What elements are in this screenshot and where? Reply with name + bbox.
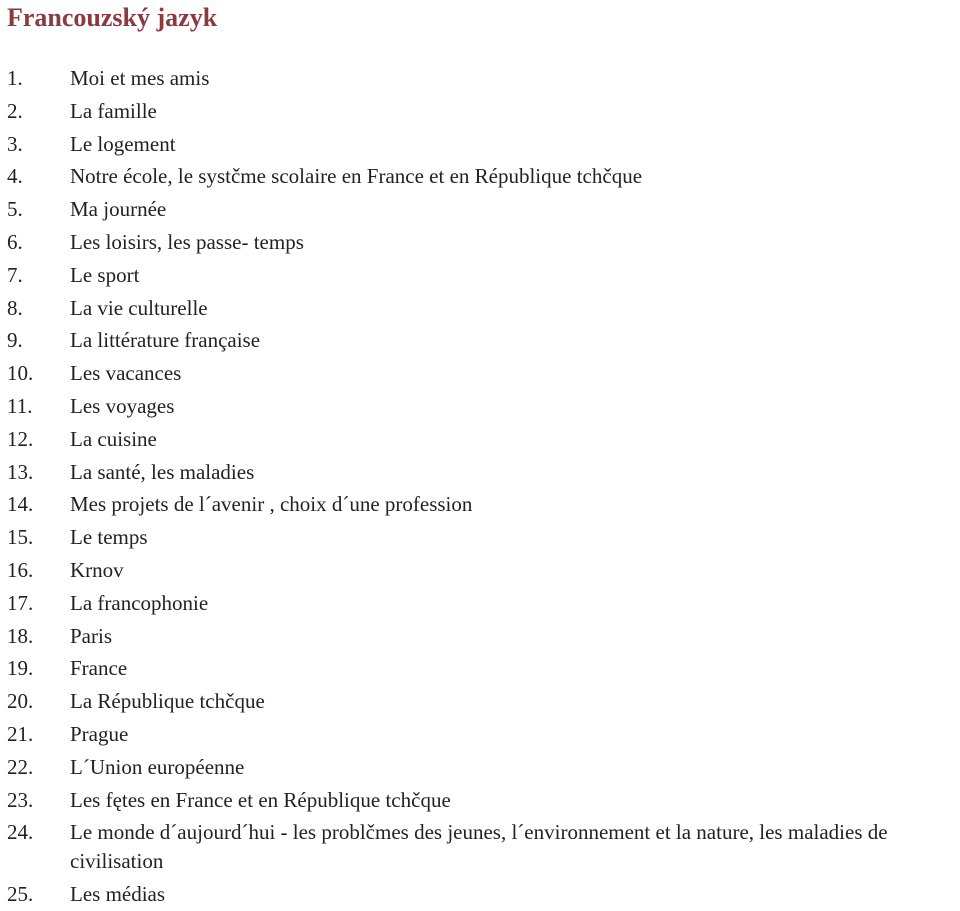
list-item-label: Les loisirs, les passe- temps <box>70 229 304 254</box>
list-item-number: 25. <box>7 882 34 907</box>
list-item-number: 23. <box>7 787 34 812</box>
list-item-label: Moi et mes amis <box>70 66 210 90</box>
list-item-label: Prague <box>70 721 129 746</box>
list-item-number: 10. <box>7 361 34 386</box>
list-item-label: Le sport <box>70 262 140 287</box>
list-item <box>0 554 960 587</box>
list-item <box>0 62 960 95</box>
list-item <box>0 784 960 817</box>
list-item-label: La francophonie <box>70 590 209 615</box>
list-item-number: 5. <box>7 197 23 222</box>
list-item-number: 22. <box>7 754 34 779</box>
list-item <box>0 587 960 620</box>
list-item-label: Krnov <box>70 557 124 582</box>
list-item <box>0 718 960 751</box>
list-item-number: 19. <box>7 656 34 681</box>
list-item-label: Les vacances <box>70 361 182 386</box>
list-item-number: 20. <box>7 689 34 714</box>
list-item <box>0 488 960 521</box>
list-item <box>0 878 960 911</box>
list-item-number: 9. <box>7 328 23 353</box>
list-item-number: 16. <box>7 557 34 582</box>
list-item-number: 15. <box>7 525 34 550</box>
list-item-number: 7. <box>7 262 23 287</box>
list-item-label: La cuisine <box>70 426 157 451</box>
list-item <box>0 521 960 554</box>
document-title: Francouzský jazyk <box>7 3 218 32</box>
list-item <box>0 390 960 423</box>
list-item-number: 8. <box>7 295 23 320</box>
list-item-number: 18. <box>7 623 34 648</box>
list-item <box>0 357 960 390</box>
list-item <box>0 456 960 489</box>
list-item-label: Les médias <box>70 882 166 907</box>
list-item-label: Les fętes en France et en République tchčque <box>70 787 451 812</box>
list-item-label: Ma journée <box>70 197 167 222</box>
list-item <box>0 259 960 292</box>
list-item <box>0 620 960 653</box>
list-item-number: 11. <box>7 393 33 418</box>
list-item-label: Notre école, le systčme scolaire en France et en République tchčque <box>70 164 643 189</box>
list-item-label: Le monde d´aujourd´hui - les problčmes des jeunes, l´environnement et la nature, les maladies de civilisation <box>70 820 888 874</box>
list-item-label: Mes projets de l´avenir , choix d´une profession <box>70 492 473 517</box>
list-item-number: 12. <box>7 426 34 451</box>
list-item-number: 13. <box>7 459 34 484</box>
list-item <box>0 751 960 784</box>
list-item-label: France <box>70 656 128 681</box>
list-item-label: Paris <box>70 623 112 648</box>
list-item-label: La République tchčque <box>70 689 265 714</box>
list-item <box>0 685 960 718</box>
list-item-label: Le temps <box>70 525 148 550</box>
list-item-label: La littérature française <box>70 328 261 353</box>
list-item <box>0 160 960 193</box>
list-item-number: 24. <box>7 820 34 845</box>
list-item <box>0 324 960 357</box>
topic-list <box>0 62 960 911</box>
list-item-label: L´Union européenne <box>70 754 245 779</box>
list-item <box>0 226 960 259</box>
list-item-number: 14. <box>7 492 34 517</box>
list-item-label: La vie culturelle <box>70 295 208 320</box>
list-item <box>0 816 960 878</box>
list-item-label: Les voyages <box>70 393 175 418</box>
list-item-number: 4. <box>7 164 23 189</box>
list-item <box>0 423 960 456</box>
list-item <box>0 95 960 128</box>
list-item-number: 2. <box>7 98 23 123</box>
list-item-number: 6. <box>7 229 23 254</box>
list-item-number: 17. <box>7 590 34 615</box>
list-item-number: 21. <box>7 721 34 746</box>
list-item <box>0 652 960 685</box>
list-item <box>0 128 960 161</box>
list-item-label: Le logement <box>70 131 176 156</box>
list-item-number: 1. <box>7 66 23 90</box>
list-item-label: La famille <box>70 98 157 123</box>
list-item <box>0 193 960 226</box>
list-item-label: La santé, les maladies <box>70 459 255 484</box>
list-item-number: 3. <box>7 131 23 156</box>
list-item <box>0 292 960 325</box>
